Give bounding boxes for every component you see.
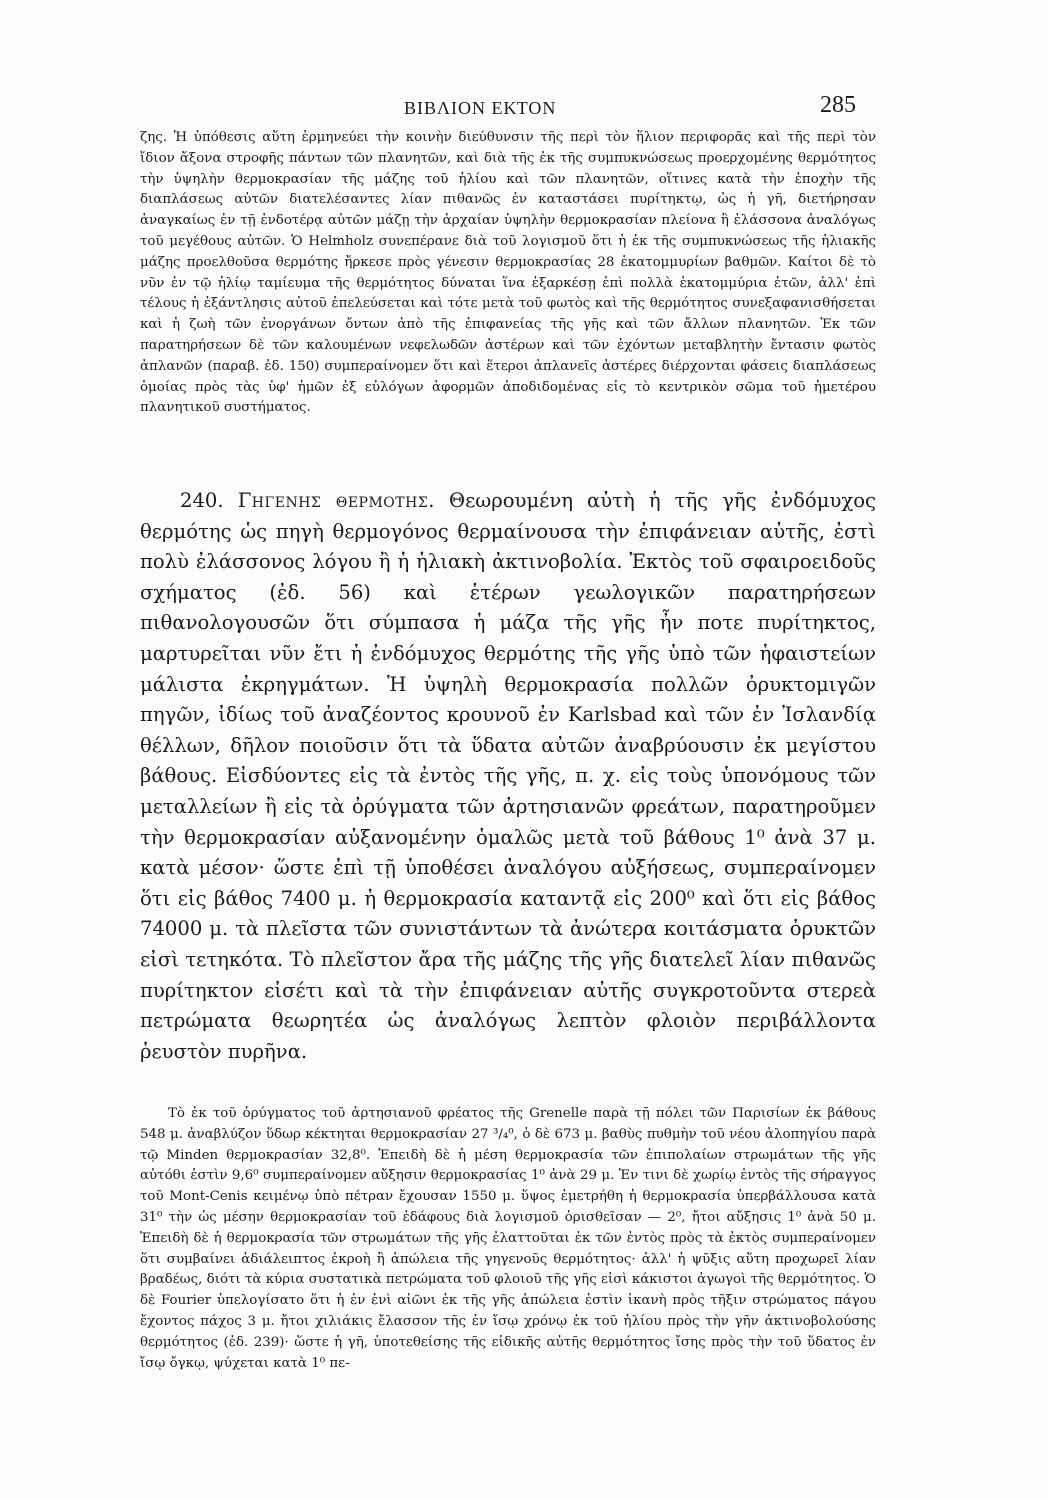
section-heading	[140, 489, 435, 512]
section-number: 240.	[180, 489, 224, 512]
page-header	[0, 92, 1048, 126]
continued-paragraph-text: ζης. Ἡ ὑπόθεσις αὕτη ἑρμηνεύει τὴν κοινὴν διεύθυνσιν τῆς περὶ τὸν ἥλιον περιφορᾶς καὶ τῆς περὶ τὸν ἴδιον ἄξονα στροφῆς πάντων τῶν πλανητῶν, καὶ διὰ τῆς ἐκ τῆς συμπυκνώσεως προερχομένης θερμότητος τὴν ὑψηλὴν θερμοκρασίαν τῆς μάζης τοῦ ἡλίου καὶ τῶν πλανητῶν, οἵτινες κατὰ τὴν ἐποχὴν τῆς διαπλάσεως αὐτῶν διατελέσαντες λίαν πιθανῶς ἐν καταστάσει πυρίτηκτῳ, ὡς ἡ γῆ, διετήρησαν ἀναγκαίως ἐν τῇ ἐνδοτέρᾳ αὐτῶν μάζῃ τὴν ἀρχαίαν ὑψηλὴν θερμοκρασίαν πλείονα ἢ ἐλάσσονα ἀναλόγως τοῦ μεγέθους αὐτῶν. Ὁ Helmholz συνεπέρανε διὰ τοῦ λογισμοῦ ὅτι ἡ ἐκ τῆς συμπυκνώσεως τῆς ἡλιακῆς μάζης προελθοῦσα θερμότης ἤρκεσε πρὸς γένεσιν θερμοκρασίας 28 ἑκατομμυρίων βαθμῶν. Καίτοι δὲ τὸ νῦν ἐν τῷ ἡλίῳ ταμίευμα τῆς θερμότητος δύναται ἵνα ἐξαρκέσῃ ἐπὶ πολλὰ ἑκατομμύρια ἐτῶν, ἀλλ' ἐπὶ τέλους ἡ ἐξάντλησις αὐτοῦ ἐπελεύσεται καὶ τότε μετὰ τοῦ φωτὸς καὶ τῆς θερμότητος συνεξαφανισθήσεται καὶ ἡ ζωὴ τῶν ἐνοργάνων ὄντων ἀπὸ τῆς ἐπιφανείας τῆς γῆς καὶ τῶν ἄλλων πλανητῶν. Ἐκ τῶν παρατηρήσεων δὲ τῶν καλουμένων νεφελωδῶν ἀστέρων καὶ τῶν ἐχόντων μεταβλητὴν ἔντασιν φωτὸς ἀπλανῶν (παραβ. ἐδ. 150) συμπεραίνομεν ὅτι καὶ ἕτεροι ἀπλανεῖς ἀστέρες διέρχονται φάσεις διαπλάσεως ὁμοίας πρὸς τὰς ὑφ' ἡμῶν ἐξ εὐλόγων ἀφορμῶν ἀποδιδομένας εἰς τὸ κεντρικὸν σῶμα τοῦ ἡμετέρου πλανητικοῦ συστήματος.	[140, 130, 876, 416]
section-240	[140, 486, 876, 1067]
section-body: Θεωρουμένη αὐτὴ ἡ τῆς γῆς ἐνδόμυχος θερμότης ὡς πηγὴ θερμογόνος θερμαίνουσα τὴν ἐπιφάνειαν αὐτῆς, ἐστὶ πολὺ ἐλάσσονος λόγου ἢ ἡ ἡλιακὴ ἀκτινοβολία. Ἐκτὸς τοῦ σφαιροειδοῦς σχήματος (ἐδ. 56) καὶ ἑτέρων γεωλογικῶν παρατηρήσεων πιθανολογουσῶν ὅτι σύμπασα ἡ μάζα τῆς γῆς ἦν ποτε πυρίτηκτος, μαρτυρεῖται νῦν ἔτι ἡ ἐνδόμυχος θερμότης τῆς γῆς ὑπὸ τῶν ἡφαιστείων μάλιστα ἐκρηγμάτων. Ἡ ὑψηλὴ θερμοκρασία πολλῶν ὀρυκτομιγῶν πηγῶν, ἰδίως τοῦ ἀναζέοντος κρουνοῦ ἐν Karlsbad καὶ τῶν ἐν Ἰσλανδίᾳ θέλλων, δῆλον ποιοῦσιν ὅτι τὰ ὕδατα αὐτῶν ἀναβρύουσιν ἐκ μεγίστου βάθους. Εἰσδύοντες εἰς τὰ ἐντὸς τῆς γῆς, π. χ. εἰς τοὺς ὑπονόμους τῶν μεταλλείων ἢ εἰς τὰ ὀρύγματα τῶν ἀρτησιανῶν φρεάτων, παρατηροῦμεν τὴν θερμοκρασίαν αὐξανομένην ὁμαλῶς μετὰ τοῦ βάθους 1⁰ ἀνὰ 37 μ. κατὰ μέσον· ὥστε ἐπὶ τῇ ὑποθέσει ἀναλόγου αὐξήσεως, συμπεραίνομεν ὅτι εἰς βάθος 7400 μ. ἡ θερμοκρασία καταντᾷ εἰς 200⁰ καὶ ὅτι εἰς βάθος 74000 μ. τὰ πλεῖστα τῶν συνιστάντων τὰ ἀνώτερα κοιτάσματα ὀρυκτῶν εἰσὶ τετηκότα. Τὸ πλεῖστον ἄρα τῆς μάζης τῆς γῆς διατελεῖ λίαν πιθανῶς πυρίτηκτον εἰσέτι καὶ τὰ τὴν ἐπιφάνειαν αὐτῆς συγκροτοῦντα στερεὰ πετρώματα θεωρητέα ὡς ἀναλόγως λεπτὸν φλοιὸν περιβάλλοντα ῥευστὸν πυρῆνα.	[140, 489, 876, 1063]
continued-paragraph	[140, 128, 876, 419]
section-240-paragraph	[140, 486, 876, 1067]
running-head: ΒΙΒΛΙΟΝ ΕΚΤΟΝ	[404, 98, 557, 118]
page-number: 285	[820, 92, 856, 118]
note-text: Τὸ ἐκ τοῦ ὀρύγματος τοῦ ἀρτησιανοῦ φρέατος τῆς Grenelle παρὰ τῇ πόλει τῶν Παρισίων ἐκ βάθους 548 μ. ἀναβλύζον ὕδωρ κέκτηται θερμοκρασίαν 27 ³/₄⁰, ὁ δὲ 673 μ. βαθὺς πυθμὴν τοῦ νέου ἀλοπηγίου παρὰ τῷ Minden θερμοκρασίαν 32,8⁰. Ἐπειδὴ δὲ ἡ μέση θερμοκρασία τῶν ἐπιπολαίων στρωμάτων τῆς γῆς αὐτόθι ἐστὶν 9,6⁰ συμπεραίνομεν αὔξησιν θερμοκρασίας 1⁰ ἀνὰ 29 μ. Ἐν τινι δὲ χωρίῳ ἐντὸς τῆς σήραγγος τοῦ Mont-Cenis κειμένῳ ὑπὸ πέτραν ἔχουσαν 1550 μ. ὕψος ἐμετρήθη ἡ θερμοκρασία ὑπερβάλλουσα κατὰ 31⁰ τὴν ὡς μέσην θερμοκρασίαν τοῦ ἐδάφους διὰ λογισμοῦ ὁρισθεῖσαν — 2⁰, ἤτοι αὔξησις 1⁰ ἀνὰ 50 μ. Ἐπειδὴ δὲ ἡ θερμοκρασία τῶν στρωμάτων τῆς γῆς ἐλαττοῦται ἐκ τῶν ἐντὸς πρὸς τὰ ἐκτὸς συμπεραίνομεν ὅτι συμβαίνει ἀδιάλειπτος ἐκροὴ ἢ ἀπώλεια τῆς γηγενοῦς θερμότητος· ἀλλ' ἡ ψῦξις αὕτη προχωρεῖ λίαν βραδέως, διότι τὰ κύρια συστατικὰ πετρώματα τοῦ φλοιοῦ τῆς γῆς εἰσὶ κάκιστοι ἀγωγοὶ τῆς θερμότητος. Ὁ δὲ Fourier ὑπελογίσατο ὅτι ἡ ἐν ἑνὶ αἰῶνι ἐκ τῆς γῆς ἀπώλεια ἐστὶν ἱκανὴ πρὸς τῆξιν στρώματος πάγου ἔχοντος πάχος 3 μ. ἤτοι χιλιάκις ἔλασσον τῆς ἐν ἴσῳ χρόνῳ ἐκ τοῦ ἡλίου πρὸς τὴν γῆν ἀκτινοβολούσης θερμότητος (ἐδ. 239)· ὥστε ἡ γῆ, ὑποτεθείσης τῆς εἰδικῆς αὐτῆς θερμότητος ἴσης πρὸς τὴν τοῦ ὕδατος ἐν ἴσῳ ὄγκῳ, ψύχεται κατὰ 1⁰ πε-	[140, 1106, 876, 1371]
section-title: Γηγενης θερμοτης.	[237, 489, 435, 512]
note-paragraph	[140, 1104, 876, 1374]
